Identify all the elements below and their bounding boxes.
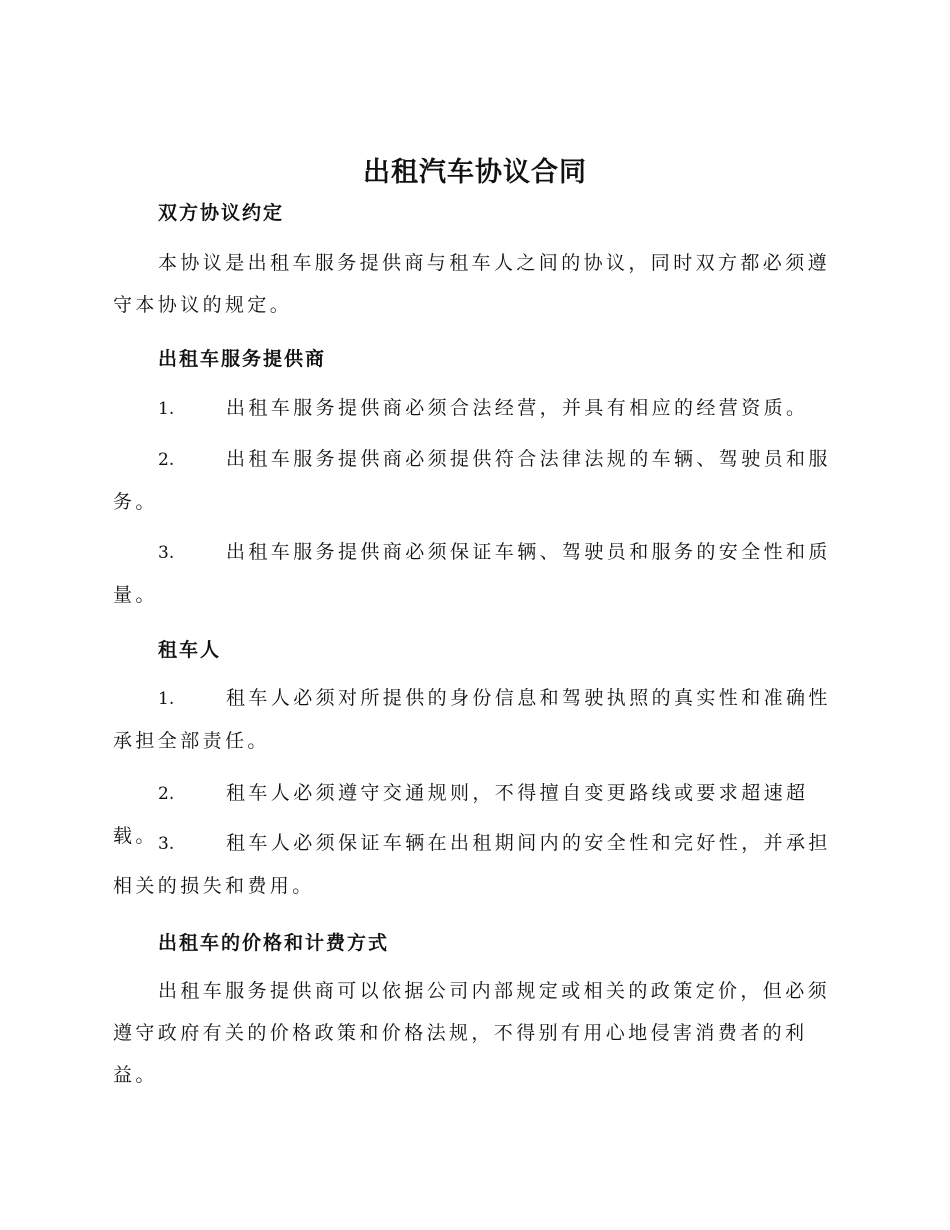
section-heading-pricing: 出租车的价格和计费方式 [158, 932, 390, 954]
provider-item-3 [113, 531, 838, 616]
provider-item-2 [113, 438, 838, 523]
list-number: 2. [158, 450, 175, 470]
section-heading-provider: 出租车服务提供商 [158, 348, 327, 370]
provider-item-1 [113, 387, 838, 430]
list-number: 1. [158, 689, 175, 709]
list-number: 3. [158, 543, 175, 563]
list-item-text: 出租车服务提供商必须保证车辆、驾驶员和服务的安全性和质量。 [113, 541, 831, 606]
list-number: 1. [158, 399, 175, 419]
list-item-text: 租车人必须遵守交通规则，不得擅自变更路线或要求超速超载。 [113, 782, 809, 847]
section-heading-agreement: 双方协议约定 [158, 202, 285, 224]
list-item-text: 出租车服务提供商必须提供符合法律法规的车辆、驾驶员和服务。 [113, 448, 831, 513]
list-number: 2. [158, 784, 175, 804]
section-paragraph-agreement: 本协议是出租车服务提供商与租车人之间的协议，同时双方都必须遵守本协议的规定。 [113, 252, 831, 316]
list-item-text: 租车人必须保证车辆在出租期间内的安全性和完好性，并承担相关的损失和费用。 [113, 832, 831, 897]
list-item-text: 出租车服务提供商必须合法经营，并具有相应的经营资质。 [226, 397, 809, 419]
list-number: 3. [158, 834, 175, 854]
section-paragraph-pricing: 出租车服务提供商可以依据公司内部规定或相关的政策定价，但必须遵守政府有关的价格政策和价格法规，不得别有用心地侵害消费者的利益。 [113, 980, 831, 1086]
renter-item-3 [113, 822, 838, 907]
section-heading-renter: 租车人 [158, 639, 222, 661]
renter-item-1 [113, 677, 838, 762]
document-title: 出租汽车协议合同 [363, 157, 587, 188]
list-item-text: 租车人必须对所提供的身份信息和驾驶执照的真实性和准确性承担全部责任。 [113, 687, 831, 752]
